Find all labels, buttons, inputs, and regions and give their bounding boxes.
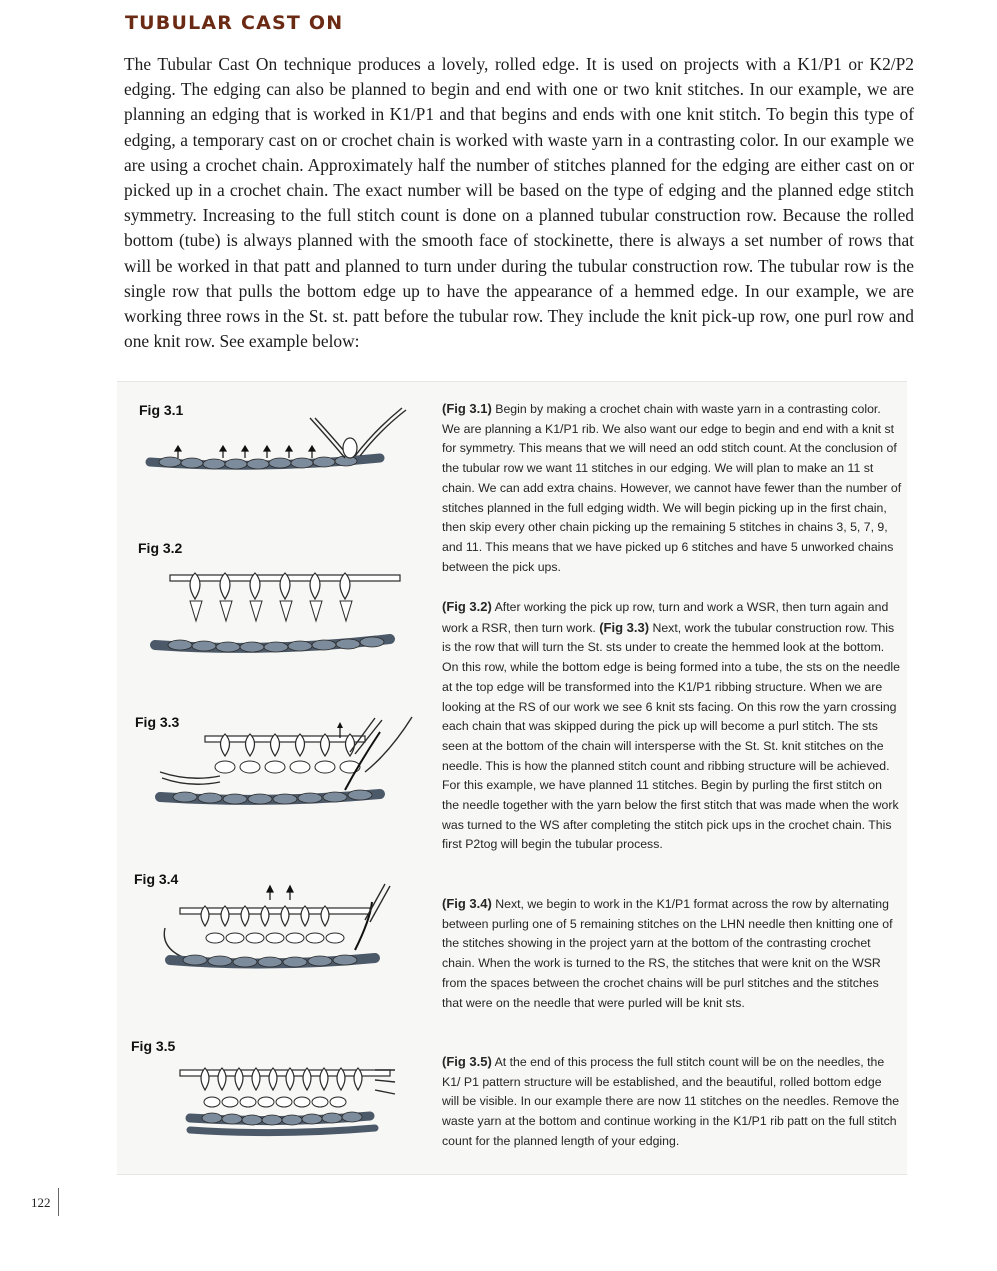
fig-3-4-illustration: [150, 880, 410, 980]
fig-3-5-label: Fig 3.5: [131, 1038, 176, 1054]
section-title: TUBULAR CAST ON: [125, 12, 344, 34]
caption-fig-3-4: [442, 894, 902, 1013]
page-number: 122: [31, 1195, 51, 1210]
fig-3-1-illustration: [140, 400, 420, 490]
fig-3-3-illustration: [150, 712, 420, 812]
caption-ref: (Fig 3.1): [442, 401, 492, 416]
caption-ref: (Fig 3.5): [442, 1054, 492, 1069]
caption-text-secondary: Next, work the tubular construction row. This is the row that will turn the St. sts under to create the hemmed look at the bottom. On this row, while the bottom edge is being formed into a tube, the sts on the needle at the top edge will be transformed into the K1/P1 ribbing structure. When we are looking at the RS of our work we see 6 knit sts facing. On this row the yarn crossing each chain that was skipped during the pick up will become a purl stitch. The sts seen at the bottom of the chain will intersperse with the St. St. knit stitches on the needle. This is how the planned stitch count and ribbing structure will be achieved. For this example, we have planned 11 stitches. Begin by purling the first stitch on the needle together with the yarn below the first stitch that was made when the work was turned to the WS after completing the stitch pick ups in the crochet chain. This first P2tog will begin the tubular process.: [442, 620, 900, 852]
fig-3-3-label: Fig 3.3: [135, 714, 180, 730]
caption-ref: (Fig 3.4): [442, 896, 492, 911]
caption-fig-3-1: [442, 399, 902, 577]
caption-fig-3-2-3-3: [442, 597, 902, 855]
fig-3-1-label: Fig 3.1: [139, 402, 184, 418]
caption-text: At the end of this process the full stitch count will be on the needles, the K1/ P1 pattern structure will be established, and the beautiful, rolled bottom edge will be visible. In our example there are now 11 stitches on the needles. Remove the waste yarn at the bottom and continue working in the K1/P1 rib patt on the full stitch count for the planned length of your edging.: [442, 1055, 900, 1148]
caption-text: Next, we begin to work in the K1/P1 format across the row by alternating between purling one of 5 remaining stitches on the LHN needle then knitting one of the stitches showing in the project yarn at the bottom of the contrasting crochet chain. When the work is turned to the RS, the stitches that were knit on the WSR from the spaces between the crochet chains will be purl stitches and the stitches that were on the needle that were purled will be knit sts.: [442, 897, 893, 1010]
fig-3-2-label: Fig 3.2: [138, 540, 183, 556]
intro-paragraph: The Tubular Cast On technique produces a lovely, rolled edge. It is used on projects with a K1/P1 or K2/P2 edging. The edging can also be planned to begin and end with one or two knit stitches. In our example, we are planning an edging that is worked in K1/P1 and that begins and ends with one knit stitch. To begin this type of edging, a temporary cast on or crochet chain is worked with waste yarn in a contrasting color. In our example we are using a crochet chain. Approximately half the number of stitches planned for the edging are either cast on or picked up in a crochet chain. The exact number will be based on the type of edging and the planned edge stitch symmetry. Increasing to the full stitch count is done on a planned tubular construction row. Because the rolled bottom (tube) is always planned with the smooth face of stockinette, there is always a set number of rows that will be worked in that patt and planned to turn under during the tubular construction row. The tubular row is the single row that pulls the bottom edge up to have the appearance of a hemmed edge. In our example, we are working three rows in the St. st. patt before the tubular row. They include the knit pick-up row, one purl row and one knit row. See example below:: [124, 54, 914, 352]
caption-ref: (Fig 3.2): [442, 599, 492, 614]
fig-3-5-illustration: [150, 1050, 410, 1145]
page-number-divider: [58, 1188, 59, 1216]
caption-text: After working the pick up row, turn and work a WSR, then turn again and work a RSR, then turn work.: [442, 600, 889, 635]
fig-3-2-illustration: [140, 565, 420, 665]
caption-text: Begin by making a crochet chain with waste yarn in a contrasting color. We are planning a K1/P1 rib. We also want our edge to begin and end with a knit st for symmetry. This means that we will need an odd stitch count. At the conclusion of the tubular row we want 11 stitches in our edging. We will plan to make an 11 st chain. We can add extra chains. However, we cannot have fewer than the number of stitches planned in the full edging width. We will begin picking up in the first chain, then skip every other chain picking up the remaining 5 stitches in chains 3, 5, 7, 9, and 11. This means that we have picked up 6 stitches and have 5 unworked chains between the pick ups.: [442, 402, 902, 574]
fig-3-4-label: Fig 3.4: [134, 871, 179, 887]
caption-fig-3-5: [442, 1052, 902, 1152]
caption-ref-secondary: (Fig 3.3): [599, 619, 650, 635]
